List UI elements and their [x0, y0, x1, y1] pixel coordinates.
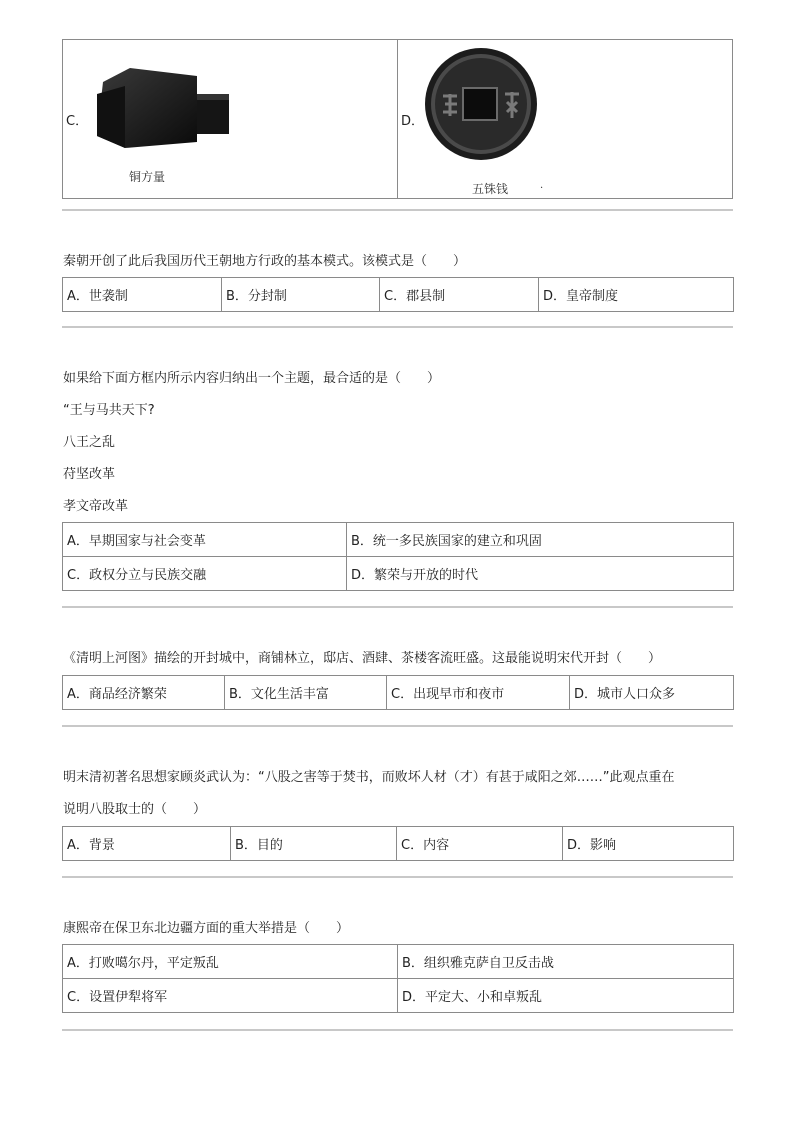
option-d-dot: . [540, 180, 544, 191]
question-1-options [62, 277, 734, 312]
option-c[interactable]: C．政权分立与民族交融 [63, 557, 347, 591]
option-d[interactable]: D．影响 [563, 827, 734, 861]
separator-line [62, 1029, 733, 1031]
question-3-stem: 《清明上河图》描绘的开封城中，商铺林立，邸店、酒肆、茶楼客流旺盛。这最能说明宋代开封（ ） [63, 651, 662, 666]
bronze-measure-image [85, 64, 235, 159]
option-c-caption: 铜方量 [129, 170, 166, 184]
question-4-stem-cont: 说明八股取士的（ ） [63, 802, 207, 817]
option-a[interactable]: A．世袭制 [63, 278, 222, 312]
question-5-stem: 康熙帝在保卫东北边疆方面的重大举措是（ ） [63, 921, 350, 936]
option-a[interactable]: A．打败噶尔丹，平定叛乱 [63, 945, 398, 979]
question-5-options [62, 944, 734, 1013]
question-3-options [62, 675, 734, 710]
option-c[interactable]: C．内容 [397, 827, 563, 861]
image-options-table [62, 39, 733, 199]
option-d[interactable]: D．平定大、小和卓叛乱 [398, 979, 734, 1013]
option-c-cell[interactable] [63, 40, 398, 199]
option-d[interactable]: D．皇帝制度 [539, 278, 734, 312]
separator-line [62, 326, 733, 328]
option-d[interactable]: D．城市人口众多 [570, 676, 734, 710]
option-b[interactable]: B．分封制 [222, 278, 380, 312]
option-b[interactable]: B．统一多民族国家的建立和巩固 [347, 523, 734, 557]
question-1-stem: 秦朝开创了此后我国历代王朝地方行政的基本模式。该模式是（ ） [63, 254, 467, 269]
separator-line [62, 876, 733, 878]
option-d-cell[interactable] [398, 40, 733, 199]
separator-line [62, 725, 733, 727]
wuzhu-coin-image [423, 46, 543, 166]
separator-line [62, 606, 733, 608]
option-a[interactable]: A．早期国家与社会变革 [63, 523, 347, 557]
option-d-caption: 五铢钱 [472, 182, 509, 196]
option-d[interactable]: D．繁荣与开放的时代 [347, 557, 734, 591]
question-2-options [62, 522, 734, 591]
option-b[interactable]: B．组织雅克萨自卫反击战 [398, 945, 734, 979]
separator-line [62, 209, 733, 211]
option-c[interactable]: C．设置伊犁将军 [63, 979, 398, 1013]
question-2-box-line: “王与马共天下? [63, 403, 155, 418]
option-c[interactable]: C．出现早市和夜市 [387, 676, 570, 710]
question-2-box-line: 苻坚改革 [63, 467, 116, 482]
question-2-stem: 如果给下面方框内所示内容归纳出一个主题，最合适的是（ ） [63, 371, 441, 386]
question-4-stem: 明末清初著名思想家顾炎武认为：“八股之害等于焚书，而败坏人材（才）有甚于咸阳之郊……”此观点重在 [63, 770, 675, 785]
option-b[interactable]: B．目的 [231, 827, 397, 861]
option-b[interactable]: B．文化生活丰富 [225, 676, 387, 710]
question-2-box-line: 八王之乱 [63, 435, 116, 450]
option-d-letter: D． [401, 114, 425, 129]
option-a[interactable]: A．背景 [63, 827, 231, 861]
option-a[interactable]: A．商品经济繁荣 [63, 676, 225, 710]
question-2-box-line: 孝文帝改革 [63, 499, 129, 514]
question-4-options [62, 826, 734, 861]
option-c-letter: C． [66, 114, 89, 129]
option-c[interactable]: C．郡县制 [380, 278, 539, 312]
